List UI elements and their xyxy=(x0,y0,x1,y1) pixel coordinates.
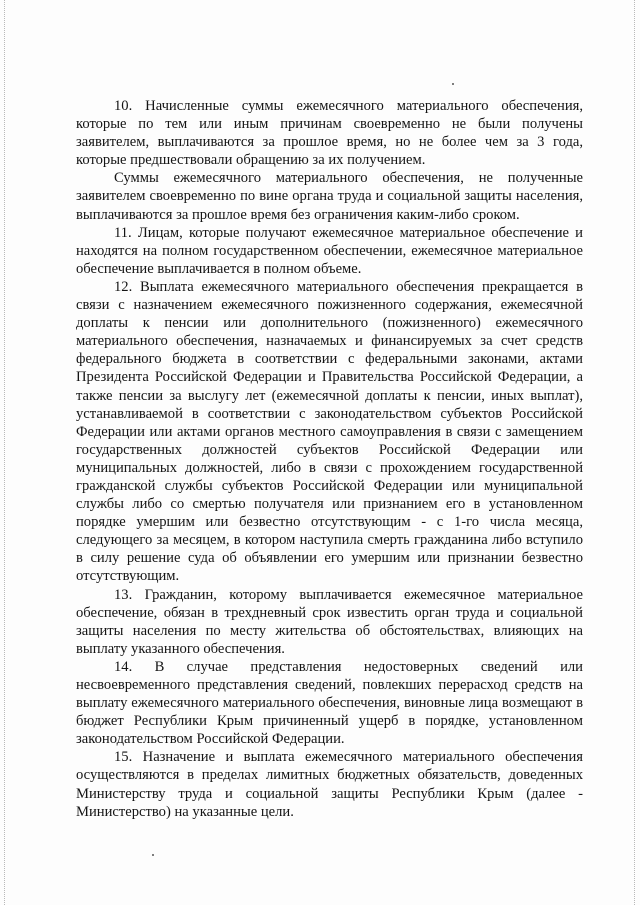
scan-speck xyxy=(452,83,454,85)
paragraph-10-continuation: Суммы ежемесячного материального обеспечения, не полученные заявителем своевременно по вине органа труда и социальной защиты населения, выплачиваются за прошлое время без ограничения каким-либо сроком. xyxy=(76,170,583,223)
paragraph-13: 13. Гражданин, которому выплачивается ежемесячное материальное обеспечение, обязан в трехдневный срок известить орган труда и социальной защиты населения по месту жительства об обстоятельствах, влияющих на выплату указанного обеспечения. xyxy=(76,586,583,657)
paragraph-14: 14. В случае представления недостоверных сведений или несвоевременного представления сведений, повлекших перерасход средств на выплату ежемесячного материального обеспечения, виновные лица возмещают в бюджет Республики Крым причиненный ущерб в порядке, установленном законодательством Российской Федерации. xyxy=(76,658,583,748)
scan-edge-right xyxy=(634,0,635,905)
paragraph-11: 11. Лицам, которые получают ежемесячное материальное обеспечение и находятся на полном государственном обеспечении, ежемесячное материальное обеспечение выплачивается в полном объеме. xyxy=(76,224,583,277)
paragraph-10: 10. Начисленные суммы ежемесячного материального обеспечения, которые по тем или иным причинам своевременно не были получены заявителем, выплачиваются за прошлое время, но не более чем за 3 года, которые предшествовали обращению за их получением. xyxy=(76,98,583,169)
scan-speck xyxy=(152,854,154,856)
paragraph-15: 15. Назначение и выплата ежемесячного материального обеспечения осуществляются в пределах лимитных бюджетных обязательств, доведенных Министерству труда и социальной защиты Республики Крым (далее - Министерство) на указанные цели. xyxy=(76,749,583,820)
paragraph-12: 12. Выплата ежемесячного материального обеспечения прекращается в связи с назначением ежемесячного пожизненного содержания, ежемесячной доплаты к пенсии или дополнительного (пожизненного) ежемесячного материального обеспечения, назначаемых и финансируемых за счет средств федерального бюджета в соответствии с федеральными законами, актами Президента Российской Федерации и Правительства Российской Федерации, а также пенсии за выслугу лет (ежемесячной доплаты к пенсии, иных выплат), устанавливаемой в соответствии с законодательством субъектов Российской Федерации или актами органов местного самоуправления в связи с замещением государственных должностей субъектов Российской Федерации или муниципальных должностей, либо в связи с прохождением государственной гражданской службы субъектов Российской Федерации или муниципальной службы либо со смертью получателя или признанием его в установленном порядке умершим или безвестно отсутствующим - с 1-го числа месяца, следующего за месяцем, в котором наступила смерть гражданина либо вступило в силу решение суда об объявлении его умершим или признании безвестно отсутствующим. xyxy=(76,278,583,585)
document-body xyxy=(76,97,583,821)
scan-edge-left xyxy=(4,0,5,905)
